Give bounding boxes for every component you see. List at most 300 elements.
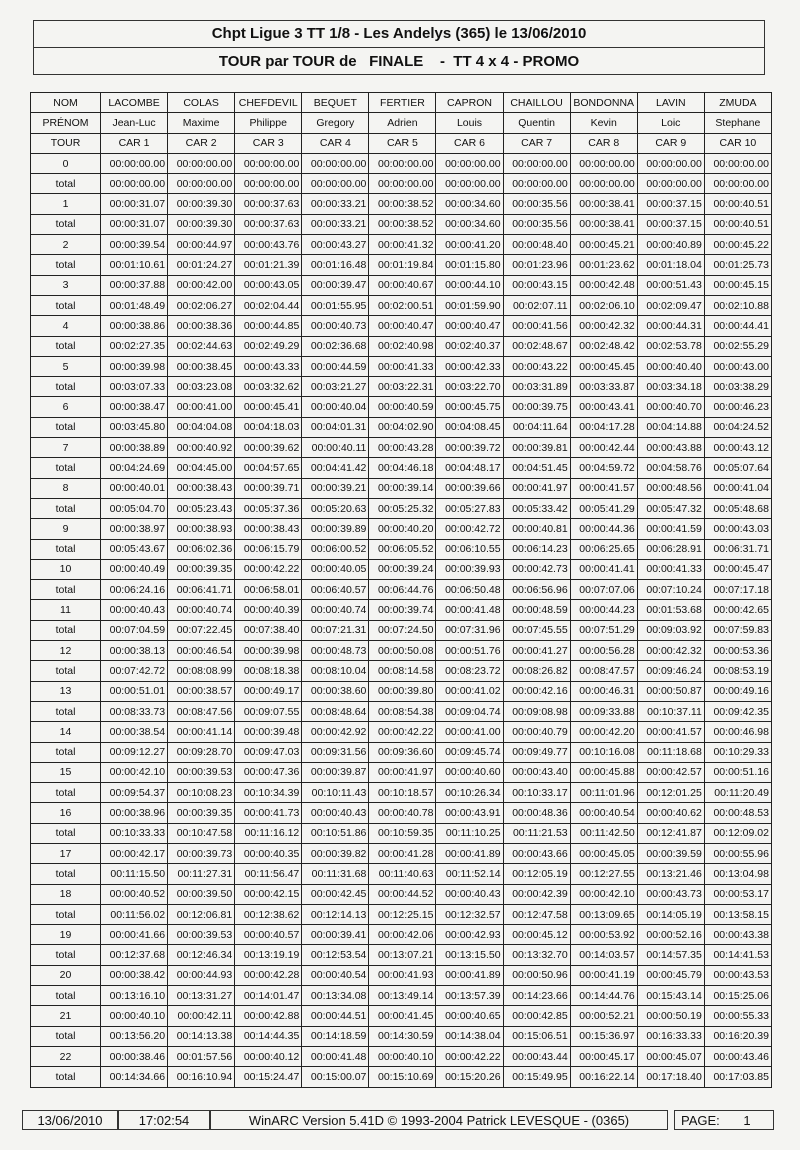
- total-time-cell: 00:15:49.95: [503, 1067, 570, 1087]
- lap-time-cell: 00:00:40.67: [369, 275, 436, 295]
- lap-row: [31, 153, 772, 173]
- lap-time-cell: 00:00:40.11: [302, 438, 369, 458]
- lap-number: 12: [31, 641, 101, 661]
- lap-time-cell: 00:00:40.04: [302, 397, 369, 417]
- total-time-cell: 00:12:09.02: [704, 823, 771, 843]
- lap-time-cell: 00:00:41.04: [704, 478, 771, 498]
- total-time-cell: 00:04:14.88: [637, 417, 704, 437]
- lap-time-cell: 00:00:43.27: [302, 235, 369, 255]
- total-time-cell: 00:09:28.70: [168, 742, 235, 762]
- total-time-cell: 00:06:24.16: [101, 580, 168, 600]
- lap-time-cell: 00:00:42.44: [570, 438, 637, 458]
- lap-time-cell: 00:00:43.40: [503, 762, 570, 782]
- lap-number: 22: [31, 1046, 101, 1066]
- total-time-cell: 00:01:15.80: [436, 255, 503, 275]
- total-time-cell: 00:02:40.98: [369, 336, 436, 356]
- lap-time-cell: 00:00:00.00: [503, 153, 570, 173]
- lap-time-cell: 00:00:43.91: [436, 803, 503, 823]
- total-time-cell: 00:01:21.39: [235, 255, 302, 275]
- lap-time-cell: 00:00:42.92: [302, 722, 369, 742]
- driver-nom: BONDONNA: [570, 93, 637, 113]
- lap-time-cell: 00:00:40.78: [369, 803, 436, 823]
- lap-row: [31, 762, 772, 782]
- lap-time-cell: 00:00:46.98: [704, 722, 771, 742]
- lap-row: [31, 194, 772, 214]
- total-time-cell: 00:07:45.55: [503, 620, 570, 640]
- total-time-cell: 00:08:10.04: [302, 661, 369, 681]
- lap-time-cell: 00:00:37.15: [637, 194, 704, 214]
- lap-time-cell: 00:00:48.40: [503, 235, 570, 255]
- lap-time-cell: 00:00:38.13: [101, 641, 168, 661]
- total-time-cell: 00:08:23.72: [436, 661, 503, 681]
- total-time-cell: 00:07:07.06: [570, 580, 637, 600]
- total-time-cell: 00:08:18.38: [235, 661, 302, 681]
- total-time-cell: 00:15:06.51: [503, 1026, 570, 1046]
- total-time-cell: 00:12:05.19: [503, 864, 570, 884]
- total-row: [31, 864, 772, 884]
- total-time-cell: 00:04:41.42: [302, 458, 369, 478]
- driver-car: CAR 1: [101, 133, 168, 153]
- lap-row: [31, 681, 772, 701]
- total-row: [31, 1067, 772, 1087]
- lap-number: 1: [31, 194, 101, 214]
- total-time-cell: 00:03:34.18: [637, 377, 704, 397]
- total-time-cell: 00:10:59.35: [369, 823, 436, 843]
- total-time-cell: 00:04:51.45: [503, 458, 570, 478]
- driver-car: CAR 10: [704, 133, 771, 153]
- total-row: [31, 661, 772, 681]
- lap-time-cell: 00:00:40.43: [101, 600, 168, 620]
- total-time-cell: 00:00:00.00: [570, 174, 637, 194]
- lap-time-cell: 00:00:42.32: [570, 316, 637, 336]
- driver-car: CAR 7: [503, 133, 570, 153]
- lap-time-cell: 00:00:42.00: [168, 275, 235, 295]
- total-time-cell: 00:14:18.59: [302, 1026, 369, 1046]
- total-time-cell: 00:00:31.07: [101, 214, 168, 234]
- total-label: total: [31, 377, 101, 397]
- total-label: total: [31, 580, 101, 600]
- lap-time-cell: 00:00:41.00: [168, 397, 235, 417]
- page-label: PAGE:: [681, 1113, 720, 1128]
- lap-time-cell: 00:00:48.36: [503, 803, 570, 823]
- lap-row: [31, 641, 772, 661]
- total-time-cell: 00:11:31.68: [302, 864, 369, 884]
- total-label: total: [31, 498, 101, 518]
- lap-time-cell: 00:00:39.74: [369, 600, 436, 620]
- total-label: total: [31, 823, 101, 843]
- lap-time-cell: 00:00:40.89: [637, 235, 704, 255]
- total-time-cell: 00:13:57.39: [436, 986, 503, 1006]
- lap-row: [31, 438, 772, 458]
- lap-time-cell: 00:00:44.10: [436, 275, 503, 295]
- lap-time-cell: 00:00:40.92: [168, 438, 235, 458]
- total-time-cell: 00:08:47.56: [168, 701, 235, 721]
- lap-time-cell: 00:00:42.93: [436, 925, 503, 945]
- driver-nom: FERTIER: [369, 93, 436, 113]
- footer: [22, 1110, 774, 1132]
- total-time-cell: 00:10:33.33: [101, 823, 168, 843]
- lap-time-cell: 00:00:40.62: [637, 803, 704, 823]
- total-time-cell: 00:02:09.47: [637, 295, 704, 315]
- lap-time-cell: 00:00:45.47: [704, 559, 771, 579]
- lap-row: [31, 1006, 772, 1026]
- total-time-cell: 00:06:00.52: [302, 539, 369, 559]
- total-row: [31, 823, 772, 843]
- driver-prenom: Kevin: [570, 113, 637, 133]
- total-time-cell: 00:00:40.51: [704, 214, 771, 234]
- total-time-cell: 00:09:03.92: [637, 620, 704, 640]
- lap-time-cell: 00:00:42.48: [570, 275, 637, 295]
- lap-time-cell: 00:00:51.01: [101, 681, 168, 701]
- lap-row: [31, 965, 772, 985]
- total-time-cell: 00:12:01.25: [637, 783, 704, 803]
- lap-number: 15: [31, 762, 101, 782]
- total-time-cell: 00:01:48.49: [101, 295, 168, 315]
- lap-time-cell: 00:00:00.00: [369, 153, 436, 173]
- header-row-car: [31, 133, 772, 153]
- total-time-cell: 00:02:06.10: [570, 295, 637, 315]
- lap-time-cell: 00:00:39.75: [503, 397, 570, 417]
- total-time-cell: 00:04:24.52: [704, 417, 771, 437]
- lap-time-cell: 00:00:39.82: [302, 843, 369, 863]
- total-time-cell: 00:16:33.33: [637, 1026, 704, 1046]
- lap-time-cell: 00:00:39.73: [168, 843, 235, 863]
- lap-time-cell: 00:00:39.24: [369, 559, 436, 579]
- table-body: [31, 153, 772, 1087]
- lap-row: [31, 803, 772, 823]
- total-time-cell: 00:04:45.00: [168, 458, 235, 478]
- total-time-cell: 00:11:40.63: [369, 864, 436, 884]
- lap-number: 6: [31, 397, 101, 417]
- lap-time-cell: 00:00:38.60: [302, 681, 369, 701]
- lap-row: [31, 397, 772, 417]
- lap-time-cell: 00:00:38.57: [168, 681, 235, 701]
- total-label: total: [31, 214, 101, 234]
- total-time-cell: 00:12:46.34: [168, 945, 235, 965]
- total-time-cell: 00:14:41.53: [704, 945, 771, 965]
- lap-time-cell: 00:00:53.36: [704, 641, 771, 661]
- lap-row: [31, 722, 772, 742]
- total-time-cell: 00:05:20.63: [302, 498, 369, 518]
- lap-time-cell: 00:00:38.93: [168, 519, 235, 539]
- total-time-cell: 00:04:02.90: [369, 417, 436, 437]
- total-row: [31, 174, 772, 194]
- total-time-cell: 00:10:29.33: [704, 742, 771, 762]
- total-time-cell: 00:06:56.96: [503, 580, 570, 600]
- total-time-cell: 00:13:58.15: [704, 904, 771, 924]
- lap-time-cell: 00:00:41.27: [503, 641, 570, 661]
- lap-time-cell: 00:00:41.14: [168, 722, 235, 742]
- total-time-cell: 00:05:07.64: [704, 458, 771, 478]
- lap-time-cell: 00:00:39.66: [436, 478, 503, 498]
- lap-time-cell: 00:00:44.85: [235, 316, 302, 336]
- total-time-cell: 00:12:41.87: [637, 823, 704, 843]
- driver-car: CAR 9: [637, 133, 704, 153]
- total-label: total: [31, 904, 101, 924]
- total-time-cell: 00:00:00.00: [637, 174, 704, 194]
- lap-time-cell: 00:00:37.63: [235, 194, 302, 214]
- total-time-cell: 00:12:06.81: [168, 904, 235, 924]
- lap-time-cell: 00:00:39.14: [369, 478, 436, 498]
- total-time-cell: 00:03:32.62: [235, 377, 302, 397]
- print-time: 17:02:54: [118, 1110, 210, 1130]
- total-time-cell: 00:13:49.14: [369, 986, 436, 1006]
- total-time-cell: 00:07:17.18: [704, 580, 771, 600]
- lap-row: [31, 1046, 772, 1066]
- total-time-cell: 00:09:54.37: [101, 783, 168, 803]
- lap-time-cell: 00:00:55.33: [704, 1006, 771, 1026]
- lap-time-cell: 00:00:50.08: [369, 641, 436, 661]
- lap-time-cell: 00:00:43.12: [704, 438, 771, 458]
- total-time-cell: 00:02:55.29: [704, 336, 771, 356]
- lap-time-cell: 00:00:40.35: [235, 843, 302, 863]
- lap-time-cell: 00:00:43.22: [503, 356, 570, 376]
- total-time-cell: 00:09:36.60: [369, 742, 436, 762]
- total-time-cell: 00:01:24.27: [168, 255, 235, 275]
- total-time-cell: 00:14:05.19: [637, 904, 704, 924]
- total-time-cell: 00:11:52.14: [436, 864, 503, 884]
- table-header: [31, 93, 772, 154]
- total-time-cell: 00:03:23.08: [168, 377, 235, 397]
- total-time-cell: 00:10:11.43: [302, 783, 369, 803]
- lap-time-cell: 00:00:31.07: [101, 194, 168, 214]
- total-row: [31, 580, 772, 600]
- page-title: Chpt Ligue 3 TT 1/8 - Les Andelys (365) le 13/06/2010: [34, 21, 764, 48]
- total-time-cell: 00:00:39.30: [168, 214, 235, 234]
- lap-time-cell: 00:00:39.71: [235, 478, 302, 498]
- total-row: [31, 620, 772, 640]
- total-time-cell: 00:13:09.65: [570, 904, 637, 924]
- total-time-cell: 00:10:51.86: [302, 823, 369, 843]
- lap-time-cell: 00:00:49.16: [704, 681, 771, 701]
- total-time-cell: 00:11:56.47: [235, 864, 302, 884]
- total-time-cell: 00:04:48.17: [436, 458, 503, 478]
- lap-time-cell: 00:00:42.06: [369, 925, 436, 945]
- total-time-cell: 00:02:07.11: [503, 295, 570, 315]
- total-time-cell: 00:02:00.51: [369, 295, 436, 315]
- lap-time-cell: 00:00:39.53: [168, 762, 235, 782]
- lap-time-cell: 00:00:40.10: [101, 1006, 168, 1026]
- total-time-cell: 00:09:49.77: [503, 742, 570, 762]
- total-time-cell: 00:09:04.74: [436, 701, 503, 721]
- total-time-cell: 00:06:15.79: [235, 539, 302, 559]
- lap-time-cell: 00:00:41.00: [436, 722, 503, 742]
- total-row: [31, 539, 772, 559]
- lap-time-cell: 00:00:43.28: [369, 438, 436, 458]
- total-time-cell: 00:07:31.96: [436, 620, 503, 640]
- lap-time-cell: 00:00:48.73: [302, 641, 369, 661]
- total-time-cell: 00:00:35.56: [503, 214, 570, 234]
- lap-time-cell: 00:00:00.00: [704, 153, 771, 173]
- total-time-cell: 00:04:04.08: [168, 417, 235, 437]
- total-time-cell: 00:00:00.00: [235, 174, 302, 194]
- lap-time-cell: 00:00:45.21: [570, 235, 637, 255]
- lap-time-cell: 00:00:39.59: [637, 843, 704, 863]
- lap-time-cell: 00:00:39.89: [302, 519, 369, 539]
- lap-time-cell: 00:00:38.86: [101, 316, 168, 336]
- lap-time-cell: 00:00:38.47: [101, 397, 168, 417]
- lap-time-cell: 00:00:52.21: [570, 1006, 637, 1026]
- lap-time-cell: 00:00:42.16: [503, 681, 570, 701]
- total-time-cell: 00:09:46.24: [637, 661, 704, 681]
- lap-time-cell: 00:00:42.88: [235, 1006, 302, 1026]
- total-time-cell: 00:14:30.59: [369, 1026, 436, 1046]
- lap-time-cell: 00:00:45.45: [570, 356, 637, 376]
- total-time-cell: 00:00:38.52: [369, 214, 436, 234]
- lap-time-cell: 00:00:48.56: [637, 478, 704, 498]
- lap-time-cell: 00:00:42.22: [436, 1046, 503, 1066]
- lap-time-cell: 00:00:41.32: [369, 235, 436, 255]
- total-time-cell: 00:13:21.46: [637, 864, 704, 884]
- lap-time-cell: 00:00:41.02: [436, 681, 503, 701]
- driver-prenom: Louis: [436, 113, 503, 133]
- total-time-cell: 00:05:37.36: [235, 498, 302, 518]
- total-label: total: [31, 1067, 101, 1087]
- lap-time-cell: 00:00:41.19: [570, 965, 637, 985]
- lap-time-cell: 00:00:44.23: [570, 600, 637, 620]
- total-time-cell: 00:02:48.67: [503, 336, 570, 356]
- lap-time-cell: 00:00:39.30: [168, 194, 235, 214]
- lap-row: [31, 600, 772, 620]
- header-row-prenom: [31, 113, 772, 133]
- total-time-cell: 00:05:47.32: [637, 498, 704, 518]
- lap-time-cell: 00:00:41.48: [436, 600, 503, 620]
- lap-time-cell: 00:00:42.85: [503, 1006, 570, 1026]
- lap-time-cell: 00:00:43.00: [704, 356, 771, 376]
- total-time-cell: 00:12:37.68: [101, 945, 168, 965]
- total-label: total: [31, 417, 101, 437]
- total-time-cell: 00:14:38.04: [436, 1026, 503, 1046]
- total-time-cell: 00:16:20.39: [704, 1026, 771, 1046]
- total-time-cell: 00:09:12.27: [101, 742, 168, 762]
- total-time-cell: 00:11:56.02: [101, 904, 168, 924]
- lap-time-cell: 00:00:53.92: [570, 925, 637, 945]
- lap-time-cell: 00:00:50.19: [637, 1006, 704, 1026]
- lap-row: [31, 478, 772, 498]
- total-label: total: [31, 864, 101, 884]
- lap-time-cell: 00:00:46.23: [704, 397, 771, 417]
- header-label: NOM: [31, 93, 101, 113]
- total-time-cell: 00:07:59.83: [704, 620, 771, 640]
- total-time-cell: 00:06:05.52: [369, 539, 436, 559]
- total-label: total: [31, 1026, 101, 1046]
- total-time-cell: 00:06:31.71: [704, 539, 771, 559]
- total-time-cell: 00:00:38.41: [570, 214, 637, 234]
- total-time-cell: 00:08:53.19: [704, 661, 771, 681]
- lap-time-cell: 00:00:42.22: [235, 559, 302, 579]
- total-time-cell: 00:06:25.65: [570, 539, 637, 559]
- total-time-cell: 00:13:15.50: [436, 945, 503, 965]
- lap-time-cell: 00:00:43.05: [235, 275, 302, 295]
- lap-time-cell: 00:00:39.87: [302, 762, 369, 782]
- lap-number: 8: [31, 478, 101, 498]
- total-time-cell: 00:09:47.03: [235, 742, 302, 762]
- total-time-cell: 00:14:13.38: [168, 1026, 235, 1046]
- total-time-cell: 00:03:31.89: [503, 377, 570, 397]
- lap-time-cell: 00:00:40.59: [369, 397, 436, 417]
- lap-row: [31, 925, 772, 945]
- lap-time-cell: 00:00:40.73: [302, 316, 369, 336]
- total-time-cell: 00:13:07.21: [369, 945, 436, 965]
- total-time-cell: 00:00:00.00: [369, 174, 436, 194]
- lap-number: 13: [31, 681, 101, 701]
- total-time-cell: 00:12:53.54: [302, 945, 369, 965]
- driver-prenom: Adrien: [369, 113, 436, 133]
- driver-nom: ZMUDA: [704, 93, 771, 113]
- lap-time-cell: 00:00:42.22: [369, 722, 436, 742]
- lap-time-cell: 00:00:41.89: [436, 843, 503, 863]
- total-time-cell: 00:03:22.31: [369, 377, 436, 397]
- lap-row: [31, 275, 772, 295]
- lap-time-cell: 00:00:52.16: [637, 925, 704, 945]
- total-time-cell: 00:09:31.56: [302, 742, 369, 762]
- driver-prenom: Gregory: [302, 113, 369, 133]
- total-time-cell: 00:10:37.11: [637, 701, 704, 721]
- lap-time-cell: 00:00:00.00: [637, 153, 704, 173]
- lap-time-cell: 00:00:40.74: [302, 600, 369, 620]
- lap-time-cell: 00:00:39.62: [235, 438, 302, 458]
- total-time-cell: 00:07:04.59: [101, 620, 168, 640]
- total-time-cell: 00:12:38.62: [235, 904, 302, 924]
- driver-prenom: Philippe: [235, 113, 302, 133]
- lap-time-cell: 00:00:41.56: [503, 316, 570, 336]
- total-time-cell: 00:11:15.50: [101, 864, 168, 884]
- lap-row: [31, 559, 772, 579]
- total-time-cell: 00:14:03.57: [570, 945, 637, 965]
- total-time-cell: 00:15:20.26: [436, 1067, 503, 1087]
- total-time-cell: 00:17:18.40: [637, 1067, 704, 1087]
- total-row: [31, 701, 772, 721]
- header-label: TOUR: [31, 133, 101, 153]
- total-time-cell: 00:11:21.53: [503, 823, 570, 843]
- total-time-cell: 00:01:55.95: [302, 295, 369, 315]
- lap-time-cell: 00:00:40.05: [302, 559, 369, 579]
- header-row-nom: [31, 93, 772, 113]
- lap-time-cell: 00:00:40.54: [302, 965, 369, 985]
- lap-times-table: [30, 92, 772, 1088]
- total-time-cell: 00:05:25.32: [369, 498, 436, 518]
- lap-time-cell: 00:00:40.49: [101, 559, 168, 579]
- total-time-cell: 00:10:26.34: [436, 783, 503, 803]
- driver-nom: CAPRON: [436, 93, 503, 113]
- total-time-cell: 00:05:33.42: [503, 498, 570, 518]
- driver-nom: BEQUET: [302, 93, 369, 113]
- total-time-cell: 00:05:27.83: [436, 498, 503, 518]
- lap-time-cell: 00:00:00.00: [235, 153, 302, 173]
- total-time-cell: 00:06:14.23: [503, 539, 570, 559]
- lap-time-cell: 00:00:48.59: [503, 600, 570, 620]
- driver-car: CAR 8: [570, 133, 637, 153]
- total-time-cell: 00:14:57.35: [637, 945, 704, 965]
- lap-row: [31, 316, 772, 336]
- lap-number: 21: [31, 1006, 101, 1026]
- lap-time-cell: 00:00:38.52: [369, 194, 436, 214]
- lap-time-cell: 00:00:44.52: [369, 884, 436, 904]
- lap-time-cell: 00:00:39.48: [235, 722, 302, 742]
- total-time-cell: 00:08:47.57: [570, 661, 637, 681]
- total-label: total: [31, 945, 101, 965]
- total-time-cell: 00:12:32.57: [436, 904, 503, 924]
- lap-time-cell: 00:00:34.60: [436, 194, 503, 214]
- lap-time-cell: 00:00:49.17: [235, 681, 302, 701]
- lap-time-cell: 00:00:41.97: [369, 762, 436, 782]
- driver-prenom: Stephane: [704, 113, 771, 133]
- total-time-cell: 00:08:14.58: [369, 661, 436, 681]
- total-time-cell: 00:13:56.20: [101, 1026, 168, 1046]
- total-row: [31, 214, 772, 234]
- total-time-cell: 00:03:07.33: [101, 377, 168, 397]
- lap-time-cell: 00:00:43.38: [704, 925, 771, 945]
